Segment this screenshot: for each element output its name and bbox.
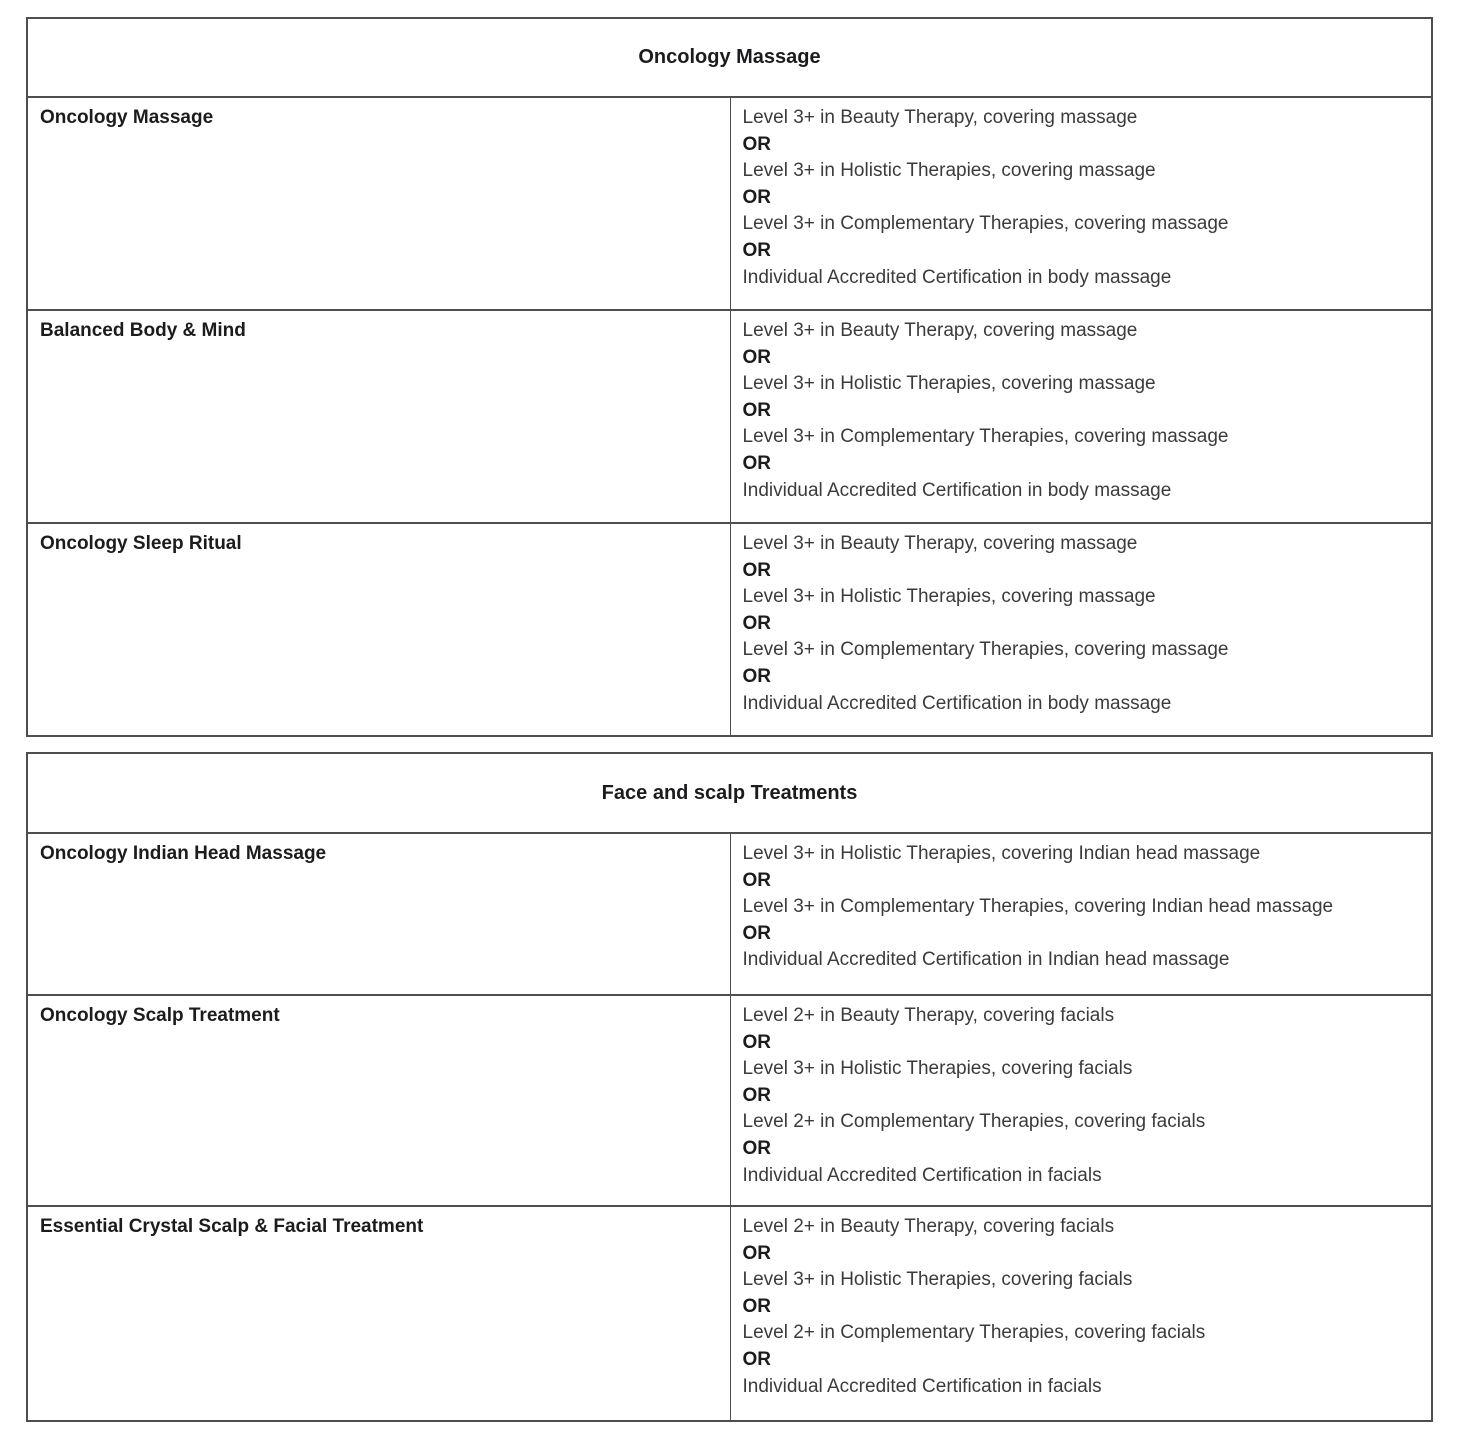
requirements-cell xyxy=(730,1206,1432,1421)
treatment-cell xyxy=(27,97,730,310)
or-separator: OR xyxy=(742,1295,771,1317)
requirement-line: Level 3+ in Complementary Therapies, covering massage xyxy=(742,639,1229,661)
or-separator: OR xyxy=(742,133,771,155)
treatment-cell xyxy=(27,310,730,523)
requirement-line: Level 3+ in Holistic Therapies, covering Indian head massage xyxy=(742,843,1261,864)
requirement-line: Individual Accredited Certification in body massage xyxy=(742,479,1172,501)
requirement-line: Level 3+ in Holistic Therapies, covering facials xyxy=(742,1269,1133,1291)
treatment-name: Oncology Sleep Ritual xyxy=(40,533,242,554)
or-separator: OR xyxy=(742,1031,771,1053)
requirement-line: Level 2+ in Complementary Therapies, covering facials xyxy=(742,1111,1206,1133)
treatment-cell xyxy=(27,833,730,995)
requirements-cell xyxy=(730,97,1432,310)
requirement-line: Level 2+ in Complementary Therapies, covering facials xyxy=(742,1322,1206,1344)
requirement-line: Individual Accredited Certification in facials xyxy=(742,1164,1102,1186)
table-title-row xyxy=(27,18,1432,97)
requirement-line: Level 3+ in Holistic Therapies, covering massage xyxy=(742,586,1156,608)
or-separator: OR xyxy=(742,346,771,368)
requirement-line: Individual Accredited Certification in body massage xyxy=(742,692,1172,714)
requirement-line: Level 3+ in Complementary Therapies, covering Indian head massage xyxy=(742,896,1334,918)
treatment-cell xyxy=(27,1206,730,1421)
requirement-line: Individual Accredited Certification in body massage xyxy=(742,266,1172,288)
requirement-line: Level 3+ in Complementary Therapies, covering massage xyxy=(742,426,1229,448)
table-row xyxy=(27,995,1432,1206)
table-row xyxy=(27,1206,1432,1421)
requirement-line: Level 3+ in Holistic Therapies, covering massage xyxy=(742,373,1156,395)
requirement-line: Level 3+ in Beauty Therapy, covering massage xyxy=(742,107,1138,128)
requirement-line: Level 3+ in Complementary Therapies, covering massage xyxy=(742,213,1229,235)
face-scalp-treatments-table xyxy=(26,752,1433,1422)
requirement-line: Level 3+ in Beauty Therapy, covering massage xyxy=(742,320,1138,341)
or-separator: OR xyxy=(742,922,771,944)
table-row xyxy=(27,833,1432,995)
or-separator: OR xyxy=(742,665,771,687)
treatment-name: Oncology Scalp Treatment xyxy=(40,1005,280,1026)
or-separator: OR xyxy=(742,1137,771,1159)
oncology-massage-table xyxy=(26,17,1433,737)
table-title: Oncology Massage xyxy=(27,18,1432,97)
or-separator: OR xyxy=(742,612,771,634)
requirement-line: Level 3+ in Holistic Therapies, covering facials xyxy=(742,1058,1133,1080)
requirement-line: Level 2+ in Beauty Therapy, covering facials xyxy=(742,1005,1115,1026)
treatment-cell xyxy=(27,995,730,1206)
requirements-cell xyxy=(730,523,1432,736)
treatment-name: Balanced Body & Mind xyxy=(40,320,246,341)
or-separator: OR xyxy=(742,452,771,474)
requirements-cell xyxy=(730,995,1432,1206)
table-title-row xyxy=(27,753,1432,833)
treatment-name: Oncology Massage xyxy=(40,107,214,128)
or-separator: OR xyxy=(742,186,771,208)
requirement-line: Individual Accredited Certification in Indian head massage xyxy=(742,949,1230,971)
table-row xyxy=(27,97,1432,310)
table-row xyxy=(27,310,1432,523)
requirement-line: Individual Accredited Certification in facials xyxy=(742,1375,1102,1397)
requirements-cell xyxy=(730,310,1432,523)
or-separator: OR xyxy=(742,1084,771,1106)
or-separator: OR xyxy=(742,1348,771,1370)
requirements-cell xyxy=(730,833,1432,995)
requirement-line: Level 3+ in Holistic Therapies, covering massage xyxy=(742,160,1156,182)
table-title: Face and scalp Treatments xyxy=(27,753,1432,833)
requirement-line: Level 2+ in Beauty Therapy, covering facials xyxy=(742,1216,1115,1237)
or-separator: OR xyxy=(742,869,771,891)
or-separator: OR xyxy=(742,559,771,581)
or-separator: OR xyxy=(742,239,771,261)
treatment-cell xyxy=(27,523,730,736)
treatment-name: Essential Crystal Scalp & Facial Treatment xyxy=(40,1216,424,1237)
treatment-name: Oncology Indian Head Massage xyxy=(40,843,327,864)
or-separator: OR xyxy=(742,1242,771,1264)
requirement-line: Level 3+ in Beauty Therapy, covering massage xyxy=(742,533,1138,554)
table-row xyxy=(27,523,1432,736)
or-separator: OR xyxy=(742,399,771,421)
